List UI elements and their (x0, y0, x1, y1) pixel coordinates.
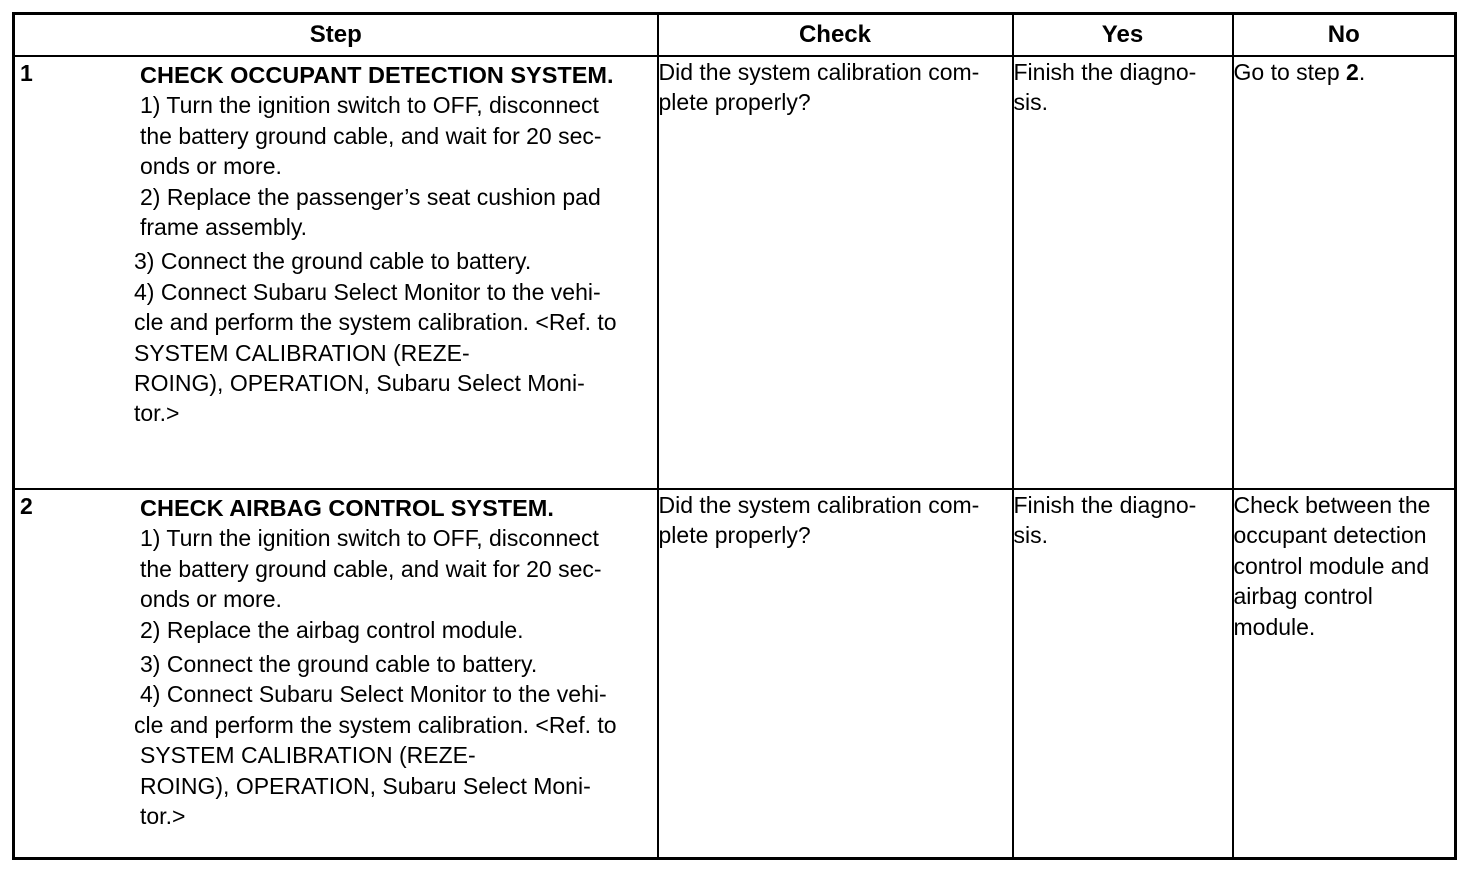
header-check: Check (658, 14, 1013, 57)
step-line: cle and perform the system calibration. <Ref. to (134, 711, 617, 738)
step-line: the battery ground cable, and wait for 20 sec- (140, 122, 602, 149)
table-row (14, 56, 1456, 489)
header-yes: Yes (1013, 14, 1233, 57)
no-line: module. (1233, 613, 1316, 640)
step-line: 4) Connect Subaru Select Monitor to the vehi- (140, 681, 607, 708)
step-line: tor.> (140, 803, 186, 830)
step-line: the battery ground cable, and wait for 20 sec- (140, 555, 602, 582)
step-line: ROING), OPERATION, Subaru Select Moni- (140, 772, 591, 799)
yes-line: sis. (1013, 89, 1048, 116)
step-title: CHECK AIRBAG CONTROL SYSTEM. (140, 495, 554, 521)
step-line: 4) Connect Subaru Select Monitor to the vehi- (134, 278, 601, 305)
check-line: Did the system calibration com- (658, 492, 980, 518)
check-line: Did the system calibration com- (658, 59, 980, 85)
check-line: plete properly? (658, 89, 811, 116)
header-no: No (1233, 14, 1456, 57)
step-number: 1 (20, 60, 33, 86)
step-line: onds or more. (140, 586, 282, 613)
step-line: 1) Turn the ignition switch to OFF, disconnect (140, 525, 599, 552)
step-line: frame assembly. (140, 214, 308, 241)
step-line: 1) Turn the ignition switch to OFF, disconnect (140, 92, 599, 119)
diagnostic-table (12, 12, 1457, 860)
step-line: tor.> (134, 400, 180, 427)
yes-cell (1013, 56, 1233, 489)
no-line (1234, 57, 1455, 87)
no-line: Check between the (1233, 492, 1431, 518)
no-line: control module and (1233, 552, 1430, 579)
no-cell (1233, 56, 1456, 489)
step-line: ROING), OPERATION, Subaru Select Moni- (134, 370, 585, 397)
step-number: 2 (20, 493, 33, 519)
yes-line: Finish the diagno- (1013, 59, 1197, 85)
table-row (14, 489, 1456, 859)
check-cell (658, 489, 1013, 859)
no-line: airbag control (1233, 583, 1373, 610)
step-cell (14, 489, 658, 859)
yes-line: Finish the diagno- (1013, 492, 1197, 518)
check-cell (658, 56, 1013, 489)
yes-cell (1013, 489, 1233, 859)
no-suffix: . (1358, 59, 1366, 85)
no-step-ref: 2 (1346, 59, 1359, 85)
step-line: 2) Replace the passenger’s seat cushion pad (140, 183, 601, 210)
step-line: 3) Connect the ground cable to battery. (140, 651, 538, 678)
check-line: plete properly? (658, 522, 811, 549)
step-title: CHECK OCCUPANT DETECTION SYSTEM. (140, 62, 614, 88)
yes-line: sis. (1013, 522, 1048, 549)
step-line: 2) Replace the airbag control module. (140, 616, 524, 643)
step-line: cle and perform the system calibration. <Ref. to (134, 309, 617, 336)
step-line: SYSTEM CALIBRATION (REZE- (140, 742, 476, 769)
no-line: occupant detection (1233, 522, 1427, 549)
header-step: Step (14, 14, 658, 57)
header-row (14, 14, 1456, 57)
no-cell (1233, 489, 1456, 859)
step-cell (14, 56, 658, 489)
step-line: onds or more. (140, 153, 282, 180)
step-line: 3) Connect the ground cable to battery. (134, 248, 532, 275)
no-prefix: Go to step (1233, 59, 1347, 85)
step-line: SYSTEM CALIBRATION (REZE- (134, 339, 470, 366)
